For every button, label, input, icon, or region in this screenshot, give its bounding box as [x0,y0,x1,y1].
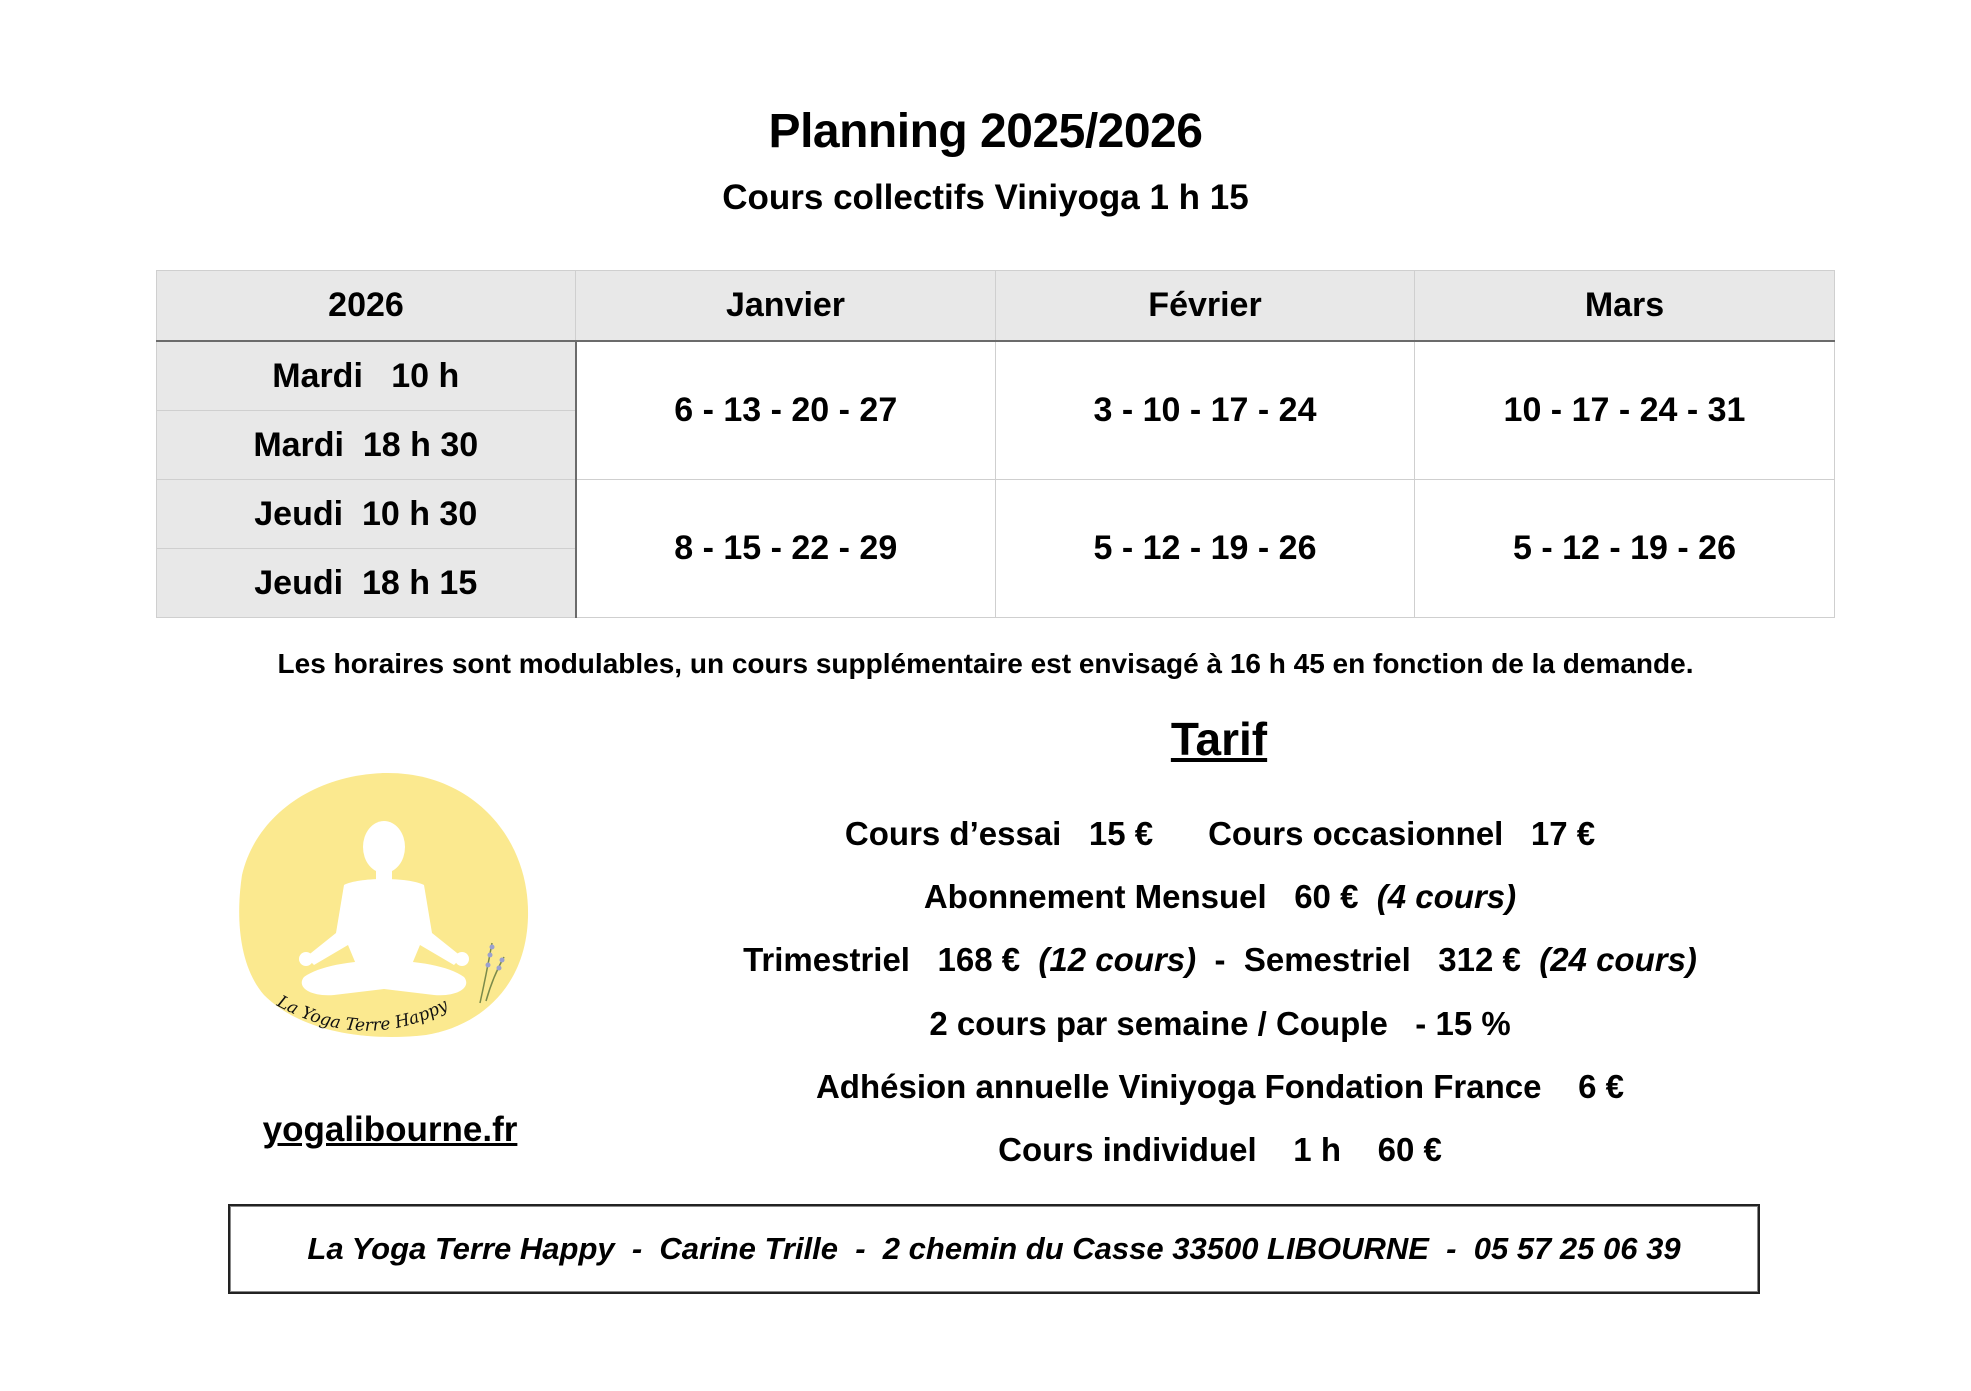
price-line-term [640,941,1800,979]
month-header: Mars [1415,271,1835,342]
year-header: 2026 [157,271,576,342]
month-header: Janvier [576,271,996,342]
time-slot: Mardi 10 h [157,341,576,411]
website-link[interactable]: yogalibourne.fr [262,1110,518,1149]
dates-cell: 5 - 12 - 19 - 26 [996,480,1415,618]
schedule-note: Les horaires sont modulables, un cours supplémentaire est envisagé à 16 h 45 en fonction de la demande. [277,648,1694,679]
monthly-detail: (4 cours) [1376,878,1517,915]
contact-footer [228,1204,1760,1294]
price-line-trial [640,815,1800,853]
table-row [157,341,1835,411]
page-title: Planning 2025/2026 [768,105,1203,158]
monthly-price: Abonnement Mensuel 60 € [923,878,1359,915]
individual-lesson: Cours individuel 1 h 60 € [998,1131,1442,1168]
yoga-logo [234,765,534,1065]
tarif-title: Tarif [1170,713,1268,765]
schedule-table [156,270,1835,618]
price-separator: - [1214,941,1226,978]
price-line-monthly [640,878,1800,916]
couple-discount: 2 cours par semaine / Couple - 15 % [929,1005,1511,1042]
dates-cell: 5 - 12 - 19 - 26 [1415,480,1835,618]
semester-price: Semestriel 312 € [1243,941,1521,978]
time-slot: Jeudi 18 h 15 [157,549,576,618]
membership-fee: Adhésion annuelle Viniyoga Fondation France 6 € [815,1068,1625,1105]
page-subtitle: Cours collectifs Viniyoga 1 h 15 [722,178,1249,217]
time-slot: Mardi 18 h 30 [157,411,576,480]
month-header: Février [996,271,1415,342]
trial-price: Cours d’essai 15 € [844,815,1154,852]
occasional-price: Cours occasionnel 17 € [1208,815,1596,852]
quarterly-detail: (12 cours) [1038,941,1197,978]
quarterly-price: Trimestriel 168 € [743,941,1021,978]
table-header-row [157,271,1835,342]
dates-cell: 6 - 13 - 20 - 27 [576,341,996,480]
semester-detail: (24 cours) [1539,941,1697,978]
dates-cell: 10 - 17 - 24 - 31 [1415,341,1835,480]
contact-text: La Yoga Terre Happy - Carine Trille - 2 chemin du Casse 33500 LIBOURNE - 05 57 25 06 39 [307,1231,1681,1266]
dates-cell: 3 - 10 - 17 - 24 [996,341,1415,480]
dates-cell: 8 - 15 - 22 - 29 [576,480,996,618]
table-row [157,480,1835,549]
time-slot: Jeudi 10 h 30 [157,480,576,549]
logo-text: La Yoga Terre Happy [273,991,452,1036]
